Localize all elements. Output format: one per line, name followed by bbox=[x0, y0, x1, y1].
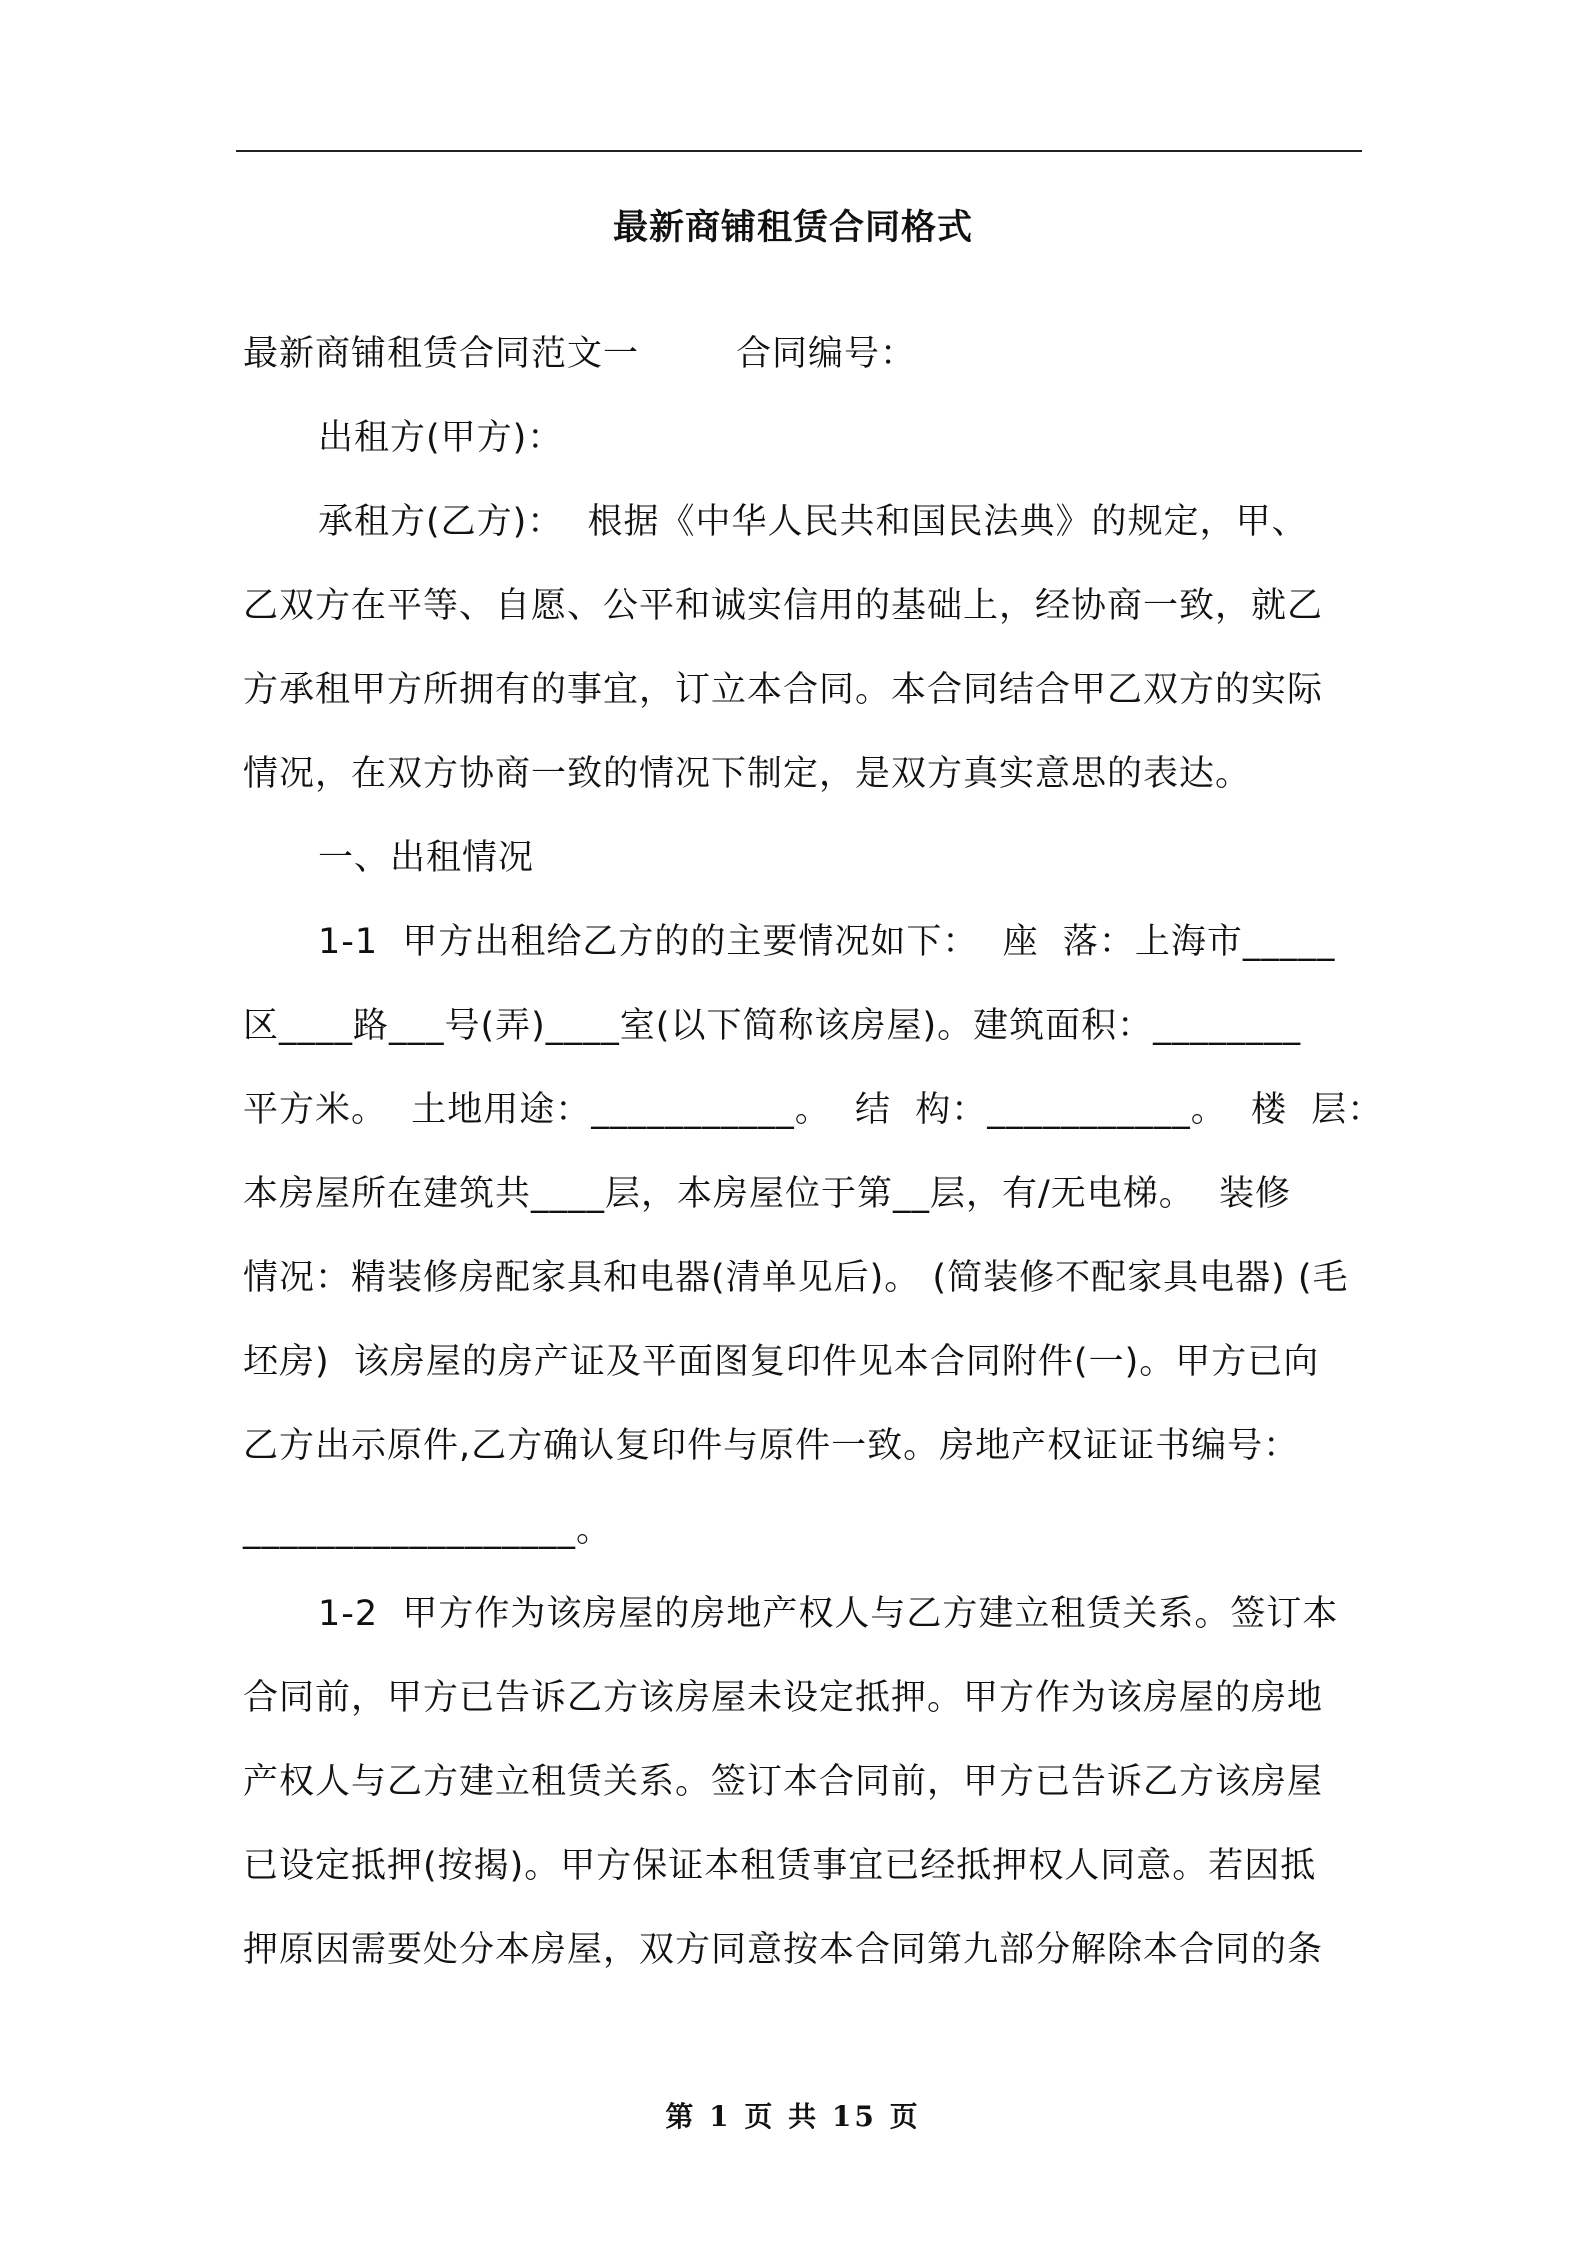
body-line: 承租方(乙方)： 根据《中华人民共和国民法典》的规定，甲、 bbox=[318, 502, 1308, 542]
body-line: 押原因需要处分本房屋，双方同意按本合同第九部分解除本合同的条 bbox=[243, 1930, 1324, 1970]
document-title: 最新商铺租赁合同格式 bbox=[612, 208, 973, 248]
body-line: 一、出租情况 bbox=[318, 838, 535, 878]
body-line: 1-2 甲方作为该房屋的房地产权人与乙方建立租赁关系。签订本 bbox=[318, 1594, 1339, 1634]
body-line: 合同前，甲方已告诉乙方该房屋未设定抵押。甲方作为该房屋的房地 bbox=[243, 1678, 1324, 1718]
body-line: 乙方出示原件,乙方确认复印件与原件一致。房地产权证证书编号： bbox=[243, 1426, 1300, 1466]
body-line: 最新商铺租赁合同范文一 合同编号： bbox=[243, 334, 917, 374]
body-line: 1-1 甲方出租给乙方的的主要情况如下： 座 落：上海市_____ bbox=[318, 922, 1336, 962]
body-line: 产权人与乙方建立租赁关系。签订本合同前，甲方已告诉乙方该房屋 bbox=[243, 1762, 1324, 1802]
body-line: 乙双方在平等、自愿、公平和诚实信用的基础上，经协商一致，就乙 bbox=[243, 586, 1324, 626]
body-line: 出租方(甲方)： bbox=[318, 418, 564, 458]
page-number: 第 1 页 共 15 页 bbox=[665, 2100, 921, 2133]
body-line: 情况，在双方协商一致的情况下制定，是双方真实意思的表达。 bbox=[243, 754, 1252, 794]
header-rule bbox=[236, 150, 1362, 152]
body-line: __________________。 bbox=[243, 1510, 613, 1550]
body-line: 方承租甲方所拥有的事宜，订立本合同。本合同结合甲乙双方的实际 bbox=[243, 670, 1324, 710]
body-line: 已设定抵押(按揭)。甲方保证本租赁事宜已经抵押权人同意。若因抵 bbox=[243, 1846, 1317, 1886]
body-line: 本房屋所在建筑共____层，本房屋位于第__层，有/无电梯。 装修 bbox=[243, 1174, 1292, 1214]
body-line: 区____路___号(弄)____室(以下简称该房屋)。建筑面积：________ bbox=[243, 1006, 1302, 1046]
body-line: 情况：精装修房配家具和电器(清单见后)。 (简装修不配家具电器) (毛 bbox=[243, 1258, 1349, 1298]
body-line: 坯房) 该房屋的房产证及平面图复印件见本合同附件(一)。甲方已向 bbox=[243, 1342, 1320, 1382]
body-line: 平方米。 土地用途：___________。 结 构：___________。 楼 层： bbox=[243, 1090, 1384, 1130]
